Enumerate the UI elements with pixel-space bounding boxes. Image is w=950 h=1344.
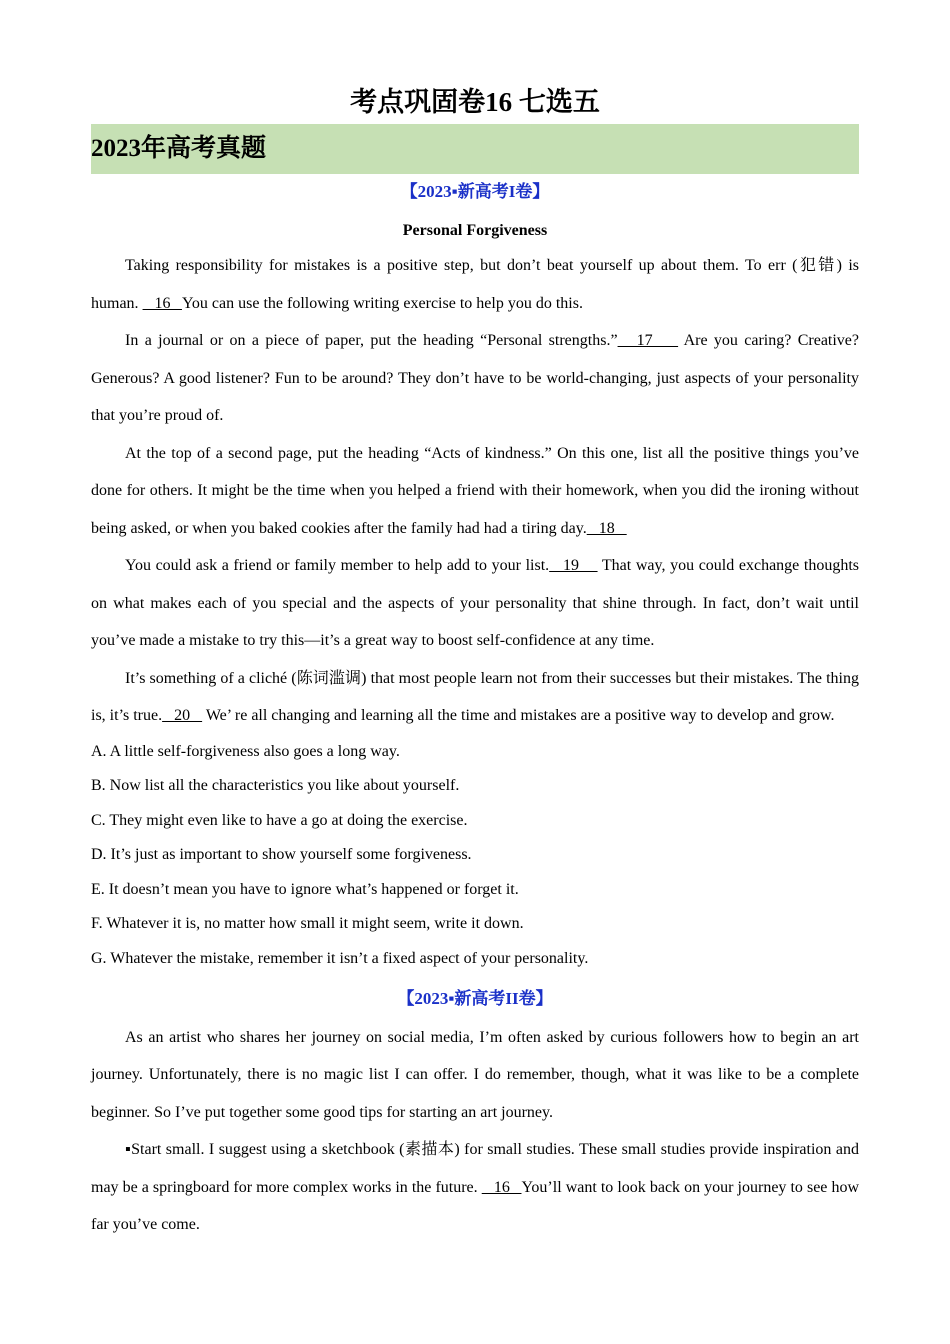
paragraph: [91, 547, 859, 660]
document-title: 考点巩固卷16 七选五: [350, 87, 600, 117]
paragraph-text: It’s something of a cliché (陈词滥调) that most people learn not from their successes but their mistakes. The thing is, it’s true.: [91, 669, 859, 724]
paragraph-text: Are you caring? Creative? Generous? A good listener? Fun to be around? They don’t have to be world-changing, just aspects of your personality that you’re proud of.: [91, 332, 860, 424]
passage-body: [91, 247, 859, 735]
paragraph-text: Taking responsibility for mistakes is a positive step, but don’t beat yourself up about them. To err (犯错) is human.: [91, 257, 859, 312]
paragraph: [91, 435, 859, 548]
answer-option: B. Now list all the characteristics you like about yourself.: [91, 777, 460, 795]
exam-source-tag: 【2023▪新高考I卷】: [400, 182, 550, 201]
passage-body: [91, 1019, 859, 1244]
paragraph-text: You’ll want to look back on your journey to see how far you’ve come.: [91, 1178, 860, 1234]
paragraph: [91, 1019, 859, 1132]
paragraph-text: As an artist who shares her journey on social media, I’m often asked by curious followers how to begin an art journey. Unfortunately, there is no magic list I can offer. I do remember, though, what it was like to be a complete beginner. So I’ve put together some good tips for starting an art journey.: [91, 1028, 859, 1121]
answer-blank: 19: [549, 557, 598, 574]
answer-option: F. Whatever it is, no matter how small it might seem, write it down.: [91, 915, 524, 933]
paragraph-text: In a journal or on a piece of paper, put the heading “Personal strengths.”: [125, 332, 618, 349]
paragraph: [91, 660, 859, 735]
answer-options: [91, 735, 859, 977]
paragraph-text: You can use the following writing exercise to help you do this.: [181, 294, 583, 312]
answer-blank: 16: [142, 294, 182, 312]
answer-option: A. A little self-forgiveness also goes a long way.: [91, 742, 400, 760]
paragraph: [91, 1131, 859, 1244]
section-heading: 2023年高考真题: [91, 124, 859, 174]
passage-title: Personal Forgiveness: [402, 222, 548, 239]
paragraph: [91, 322, 859, 435]
exam-source-tag: 【2023▪新高考II卷】: [397, 988, 553, 1008]
answer-option: G. Whatever the mistake, remember it isn’t a fixed aspect of your personality.: [91, 950, 589, 968]
paragraph: [91, 247, 859, 322]
answer-blank: 16: [481, 1178, 522, 1196]
paragraph-text: You could ask a friend or family member to help add to your list.: [125, 557, 550, 574]
answer-option: C. They might even like to have a go at doing the exercise.: [91, 811, 468, 829]
answer-blank: 17: [617, 332, 679, 349]
answer-option: D. It’s just as important to show yourself some forgiveness.: [91, 846, 472, 864]
answer-option: E. It doesn’t mean you have to ignore what’s happened or forget it.: [91, 880, 519, 898]
paragraph-text: ▪Start small. I suggest using a sketchbook (素描本) for small studies. These small studies provide inspiration and may be a springboard for more complex works in the future.: [91, 1141, 859, 1196]
paragraph-text: That way, you could exchange thoughts on what makes each of you special and the aspects of your personality that shine through. In fact, don’t wait until you’ve made a mistake to try this—it’s a great way to boost self-confidence at any time.: [91, 557, 860, 649]
paragraph-text: We’ re all changing and learning all the time and mistakes are a positive way to develop and grow.: [202, 707, 835, 724]
document-page: [91, 80, 859, 1244]
answer-blank: 20: [162, 707, 203, 724]
answer-blank: 18: [586, 519, 627, 537]
paragraph-text: At the top of a second page, put the heading “Acts of kindness.” On this one, list all the positive things you’ve done for others. It might be the time when you helped a friend with their homework, when you did the ironing without being asked, or when you baked cookies after the family had had a tiring day.: [91, 444, 859, 537]
